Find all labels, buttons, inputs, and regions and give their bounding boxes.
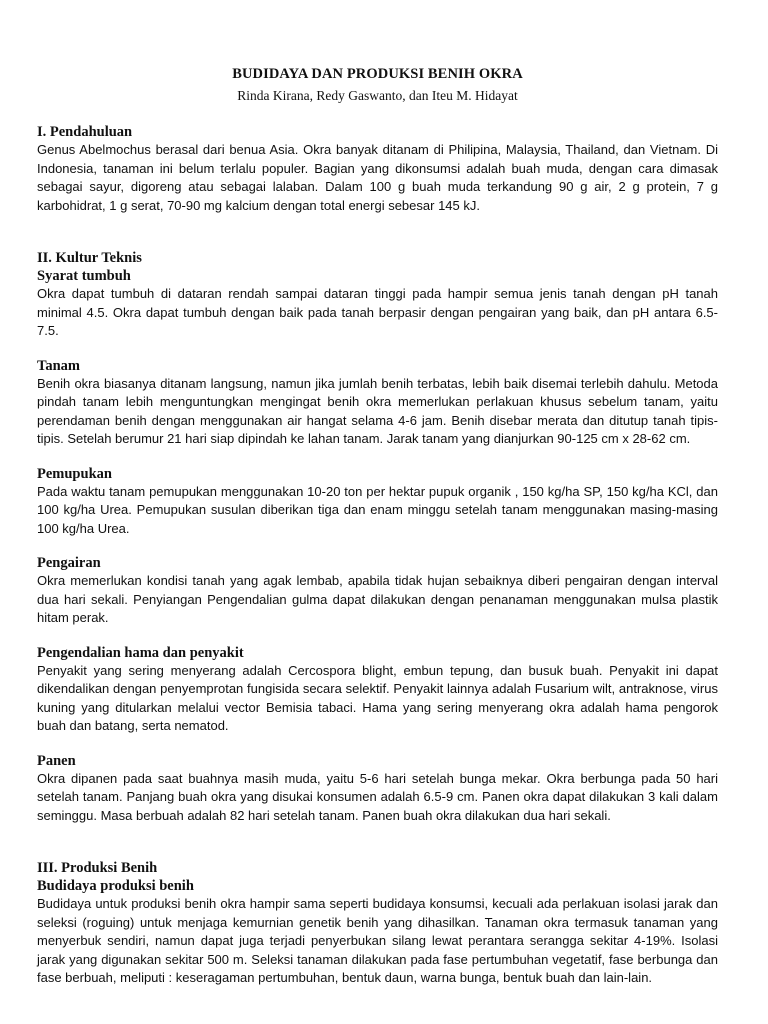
subheading-pengairan: Pengairan	[37, 555, 101, 571]
subheading-tanam: Tanam	[37, 357, 80, 374]
paragraph-pemupukan: Pada waktu tanam pemupukan menggunakan 10-20 ton per hektar pupuk organik , 150 kg/ha SP, 150 kg/ha KCl, dan 100 kg/ha Urea. Pemupukan susulan diberikan tiga dan enam minggu setelah tanam menggunakan masing-masing 100 kg/ha Urea.	[37, 483, 718, 536]
paragraph-syarat-tumbuh: Okra dapat tumbuh di dataran rendah sampai dataran tinggi pada hampir semua jenis tanah dengan pH tanah minimal 4.5. Okra dapat tumbuh dengan baik pada tanah berpasir dengan pengairan yang baik, dan pH antara 6.5-7.5.	[37, 286, 718, 338]
section-spacer	[37, 215, 718, 249]
subheading-panen: Panen	[37, 752, 76, 769]
section-spacer	[37, 825, 718, 859]
document-page	[37, 66, 718, 988]
paragraph-budidaya-produksi-benih: Budidaya untuk produksi benih okra hampir sama seperti budidaya konsumsi, kecuali ada perlakuan isolasi jarak dan seleksi (roguing) untuk menjaga kemurnian genetik benih yang dihasilkan. Tanaman okra termasuk tanaman yang menyerbuk sendiri, namun dapat juga terjadi penyerbukan silang lewat perantara serangga sekitar 4-19%. Isolasi jarak yang digunakan sekitar 500 m. Seleksi tanaman dilakukan pada fase pertumbuhan vegetatif, fase berbunga dan fase berbuah, meliputi : keseragaman pertumbuhan, bentuk daun, warna bunga, bentuk buah dan lain-lain.	[37, 896, 718, 985]
paragraph-pendahuluan: Genus Abelmochus berasal dari benua Asia. Okra banyak ditanam di Philipina, Malaysia, Thailand, dan Vietnam. Di Indonesia, tanaman ini belum terlalu populer. Bagian yang dikonsumsi adalah buah muda, dengan cara dimasak sebagai sayur, digoreng atau sebagai lalaban. Dalam 100 g buah muda terkandung 90 g air, 2 g protein, 7 g karbohidrat, 1 g serat, 70-90 mg kalcium dengan total energi sebesar 145 kJ.	[37, 142, 718, 213]
section-heading-produksi-benih: III. Produksi Benih	[37, 860, 158, 876]
subsection-spacer	[37, 628, 718, 644]
document-title: BUDIDAYA DAN PRODUKSI BENIH OKRA	[232, 66, 523, 82]
paragraph-tanam: Benih okra biasanya ditanam langsung, namun jika jumlah benih terbatas, lebih baik disemai terlebih dahulu. Metoda pindah tanam lebih menguntungkan mengingat benih okra memerlukan perlakuan khusus sebelum tanam, yaitu perendaman benih dengan menggunakan air hangat selama 4-6 jam. Benih disebar merata dan ditutup tanah tipis-tipis. Setelah berumur 21 hari siap dipindah ke lahan tanam. Jarak tanam yang dianjurkan 90-125 cm x 28-62 cm.	[37, 375, 718, 446]
section-heading-pendahuluan: I. Pendahuluan	[37, 124, 133, 140]
paragraph-panen: Okra dipanen pada saat buahnya masih muda, yaitu 5-6 hari setelah bunga mekar. Okra berbunga pada 50 hari setelah tanam. Panjang buah okra yang disukai konsumen adalah 6.5-9 cm. Panen okra dapat dilakukan 3 kali dalam seminggu. Masa berbuah adalah 82 hari setelah tanam. Panen buah okra dilakukan dua hari sekali.	[37, 770, 718, 823]
subheading-budidaya-produksi-benih: Budidaya produksi benih	[37, 878, 194, 894]
document-authors: Rinda Kirana, Redy Gaswanto, dan Iteu M. Hidayat	[237, 88, 518, 103]
paragraph-pengendalian-hama: Penyakit yang sering menyerang adalah Cercospora blight, embun tepung, dan busuk buah. Penyakit ini dapat dikendalikan dengan penyemprotan fungisida secara selektif. Penyakit lainnya adalah Fusarium wilt, antraknose, virus kuning yang ditularkan melalui vector Bemisia tabaci. Hama yang sering menyerang okra adalah hama pengorok buah dan batang, serta nematod.	[37, 662, 718, 733]
paragraph-pengairan: Okra memerlukan kondisi tanah yang agak lembab, apabila tidak hujan sebaiknya diberi pengairan dengan interval dua hari sekali. Penyiangan Pengendalian gulma dapat dilakukan dengan penanaman menggunakan mulsa plastik hitam perak.	[37, 573, 718, 625]
subsection-spacer	[37, 341, 718, 357]
subsection-spacer	[37, 449, 718, 465]
subheading-pemupukan: Pemupukan	[37, 465, 112, 482]
subsection-spacer	[37, 538, 718, 554]
subheading-pengendalian-hama: Pengendalian hama dan penyakit	[37, 644, 244, 661]
section-heading-kultur-teknis: II. Kultur Teknis	[37, 250, 142, 266]
subsection-spacer	[37, 736, 718, 752]
subheading-syarat-tumbuh: Syarat tumbuh	[37, 268, 131, 284]
